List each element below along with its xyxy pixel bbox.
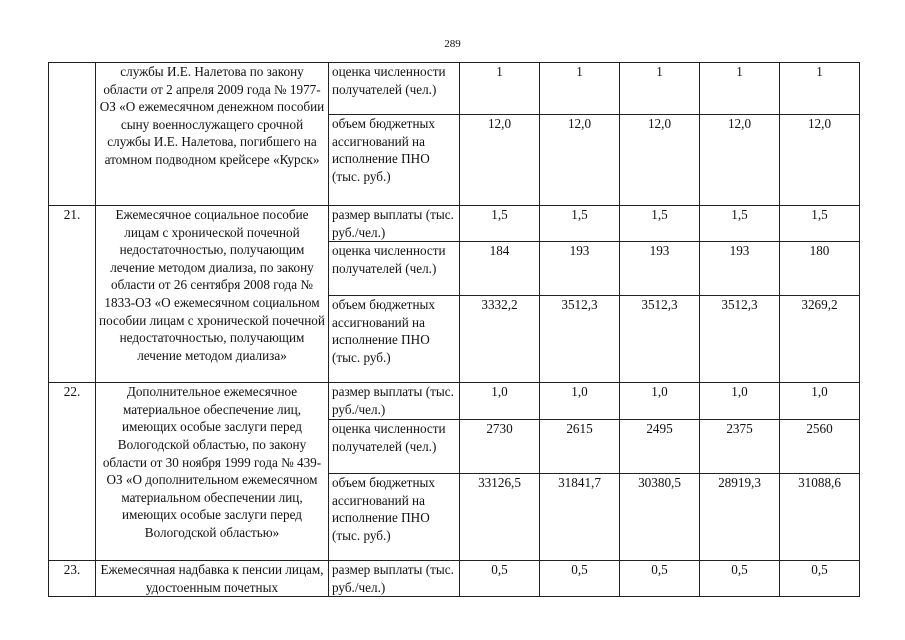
page-number: 289 <box>444 38 461 50</box>
row-number: 21. <box>49 206 96 383</box>
indicator-value: 1,0 <box>780 383 860 420</box>
indicator-value: 2375 <box>700 420 780 474</box>
indicator-value: 1,5 <box>620 206 700 242</box>
indicator-value: 0,5 <box>780 561 860 597</box>
indicator-value: 2495 <box>620 420 700 474</box>
benefit-description: Дополнительное ежемесячное материальное обеспечение лиц, имеющих особые заслуги перед Вологодской областью, по закону области от 30 ноября 1999 года № 439-ОЗ «О дополнительном ежемесячном материальном обеспечении лиц, имеющих особые заслуги перед Вологодской областью» <box>96 383 329 561</box>
indicator-value: 3512,3 <box>540 296 620 383</box>
indicator-value: 1,0 <box>700 383 780 420</box>
table-row <box>49 63 860 115</box>
indicator-value: 180 <box>780 242 860 296</box>
indicator-label: оценка численности получателей (чел.) <box>329 242 460 296</box>
indicator-label: размер выплаты (тыс. руб./чел.) <box>329 206 460 242</box>
table-body <box>49 63 860 597</box>
indicator-value: 3512,3 <box>700 296 780 383</box>
row-number: 23. <box>49 561 96 597</box>
indicator-value: 12,0 <box>620 115 700 206</box>
indicator-value: 1 <box>700 63 780 115</box>
table-row <box>49 561 860 597</box>
indicator-value: 12,0 <box>780 115 860 206</box>
indicator-value: 1,5 <box>780 206 860 242</box>
indicator-value: 12,0 <box>460 115 540 206</box>
indicator-value: 1,0 <box>460 383 540 420</box>
benefit-description: Ежемесячное социальное пособие лицам с хронической почечной недостаточностью, получающим лечение методом диализа, по закону области от 26 сентября 2008 года № 1833-ОЗ «О ежемесячном социальном пособии лицам с хронической почечной недостаточностью, получающим лечение методом диализа» <box>96 206 329 383</box>
indicator-value: 2615 <box>540 420 620 474</box>
indicator-value: 1,0 <box>620 383 700 420</box>
benefit-description: Ежемесячная надбавка к пенсии лицам, удостоенным почетных <box>96 561 329 597</box>
indicator-value: 3332,2 <box>460 296 540 383</box>
indicator-value: 193 <box>620 242 700 296</box>
indicator-value: 184 <box>460 242 540 296</box>
row-number: 22. <box>49 383 96 561</box>
indicator-value: 0,5 <box>540 561 620 597</box>
indicator-value: 3269,2 <box>780 296 860 383</box>
indicator-value: 1,0 <box>540 383 620 420</box>
table-row <box>49 206 860 242</box>
indicator-value: 0,5 <box>700 561 780 597</box>
indicator-label: объем бюджетных ассигнований на исполнение ПНО (тыс. руб.) <box>329 474 460 561</box>
indicator-value: 2730 <box>460 420 540 474</box>
indicator-value: 1 <box>620 63 700 115</box>
indicator-label: оценка численности получателей (чел.) <box>329 63 460 115</box>
indicator-value: 1,5 <box>700 206 780 242</box>
indicator-value: 12,0 <box>700 115 780 206</box>
benefit-description: службы И.Е. Налетова по закону области от 2 апреля 2009 года № 1977-ОЗ «О ежемесячном денежном пособии сыну военнослужащего срочной службы И.Е. Налетова, погибшего на атомном подводном крейсере «Курск» <box>96 63 329 206</box>
indicator-value: 193 <box>700 242 780 296</box>
indicator-value: 33126,5 <box>460 474 540 561</box>
indicator-label: размер выплаты (тыс. руб./чел.) <box>329 383 460 420</box>
indicator-label: размер выплаты (тыс. руб./чел.) <box>329 561 460 597</box>
indicator-label: оценка численности получателей (чел.) <box>329 420 460 474</box>
benefits-table <box>48 62 860 597</box>
indicator-value: 1 <box>780 63 860 115</box>
indicator-value: 2560 <box>780 420 860 474</box>
indicator-label: объем бюджетных ассигнований на исполнение ПНО (тыс. руб.) <box>329 115 460 206</box>
indicator-value: 1 <box>460 63 540 115</box>
indicator-label: объем бюджетных ассигнований на исполнение ПНО (тыс. руб.) <box>329 296 460 383</box>
indicator-value: 1,5 <box>460 206 540 242</box>
indicator-value: 31841,7 <box>540 474 620 561</box>
indicator-value: 28919,3 <box>700 474 780 561</box>
indicator-value: 31088,6 <box>780 474 860 561</box>
indicator-value: 12,0 <box>540 115 620 206</box>
indicator-value: 30380,5 <box>620 474 700 561</box>
indicator-value: 0,5 <box>620 561 700 597</box>
row-number <box>49 63 96 206</box>
indicator-value: 3512,3 <box>620 296 700 383</box>
indicator-value: 0,5 <box>460 561 540 597</box>
indicator-value: 1 <box>540 63 620 115</box>
table-row <box>49 383 860 420</box>
indicator-value: 1,5 <box>540 206 620 242</box>
indicator-value: 193 <box>540 242 620 296</box>
